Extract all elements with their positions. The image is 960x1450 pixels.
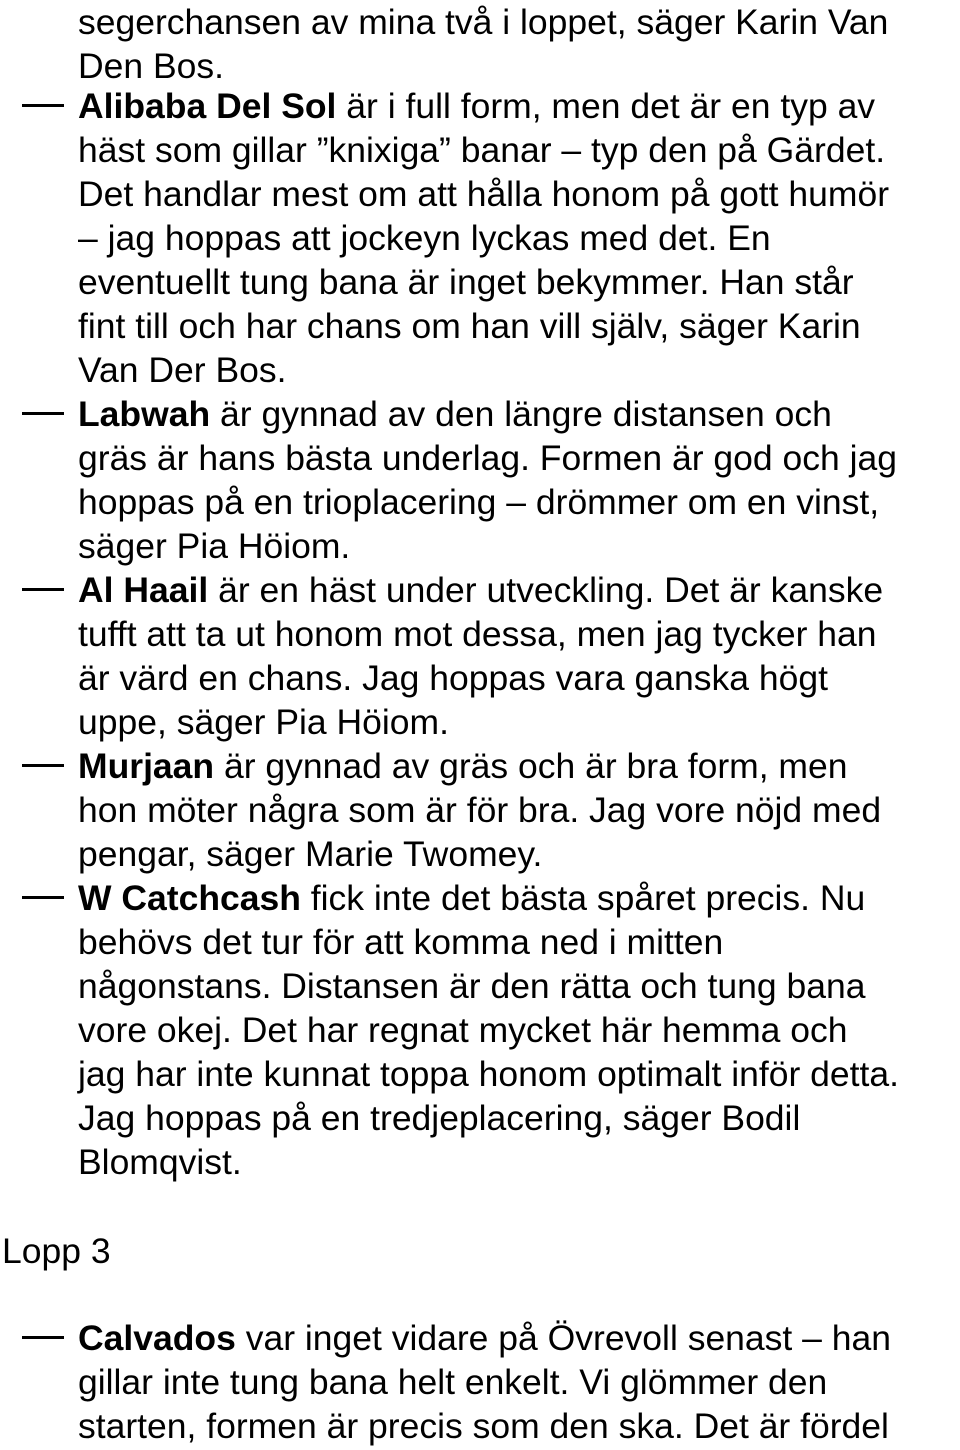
horse-name: Al Haail	[78, 570, 209, 610]
dash-bullet	[22, 104, 64, 107]
text-line: uppe, säger Pia Höiom.	[78, 702, 449, 742]
comment-text: var inget vidare på Övrevoll senast – han	[235, 1318, 891, 1358]
text-line: vore okej. Det har regnat mycket här hemma och	[78, 1010, 848, 1050]
horse-name: Murjaan	[78, 746, 215, 786]
comment-first-line	[78, 84, 958, 128]
horse-comment	[78, 876, 958, 1184]
text-line: gräs är hans bästa underlag. Formen är god och jag	[78, 438, 897, 478]
text-line: någonstans. Distansen är den rätta och tung bana	[78, 966, 866, 1006]
dash-bullet	[22, 1336, 64, 1339]
horse-comment	[78, 1316, 958, 1448]
text-line: starten, formen är precis som den ska. Det är fördel	[78, 1406, 889, 1446]
text-line: Van Der Bos.	[78, 350, 287, 390]
text-line: Jag hoppas på en tredjeplacering, säger Bodil	[78, 1098, 801, 1138]
text-line: Den Bos.	[78, 46, 225, 86]
horse-comment	[78, 84, 958, 392]
text-line: hon möter några som är för bra. Jag vore nöjd med	[78, 790, 882, 830]
comment-text: är en häst under utveckling. Det är kanske	[208, 570, 884, 610]
text-line: gillar inte tung bana helt enkelt. Vi glömmer den	[78, 1362, 828, 1402]
horse-name: W Catchcash	[78, 878, 301, 918]
text-line: eventuellt tung bana är inget bekymmer. Han står	[78, 262, 854, 302]
text-line: – jag hoppas att jockeyn lyckas med det. En	[78, 218, 771, 258]
horse-name: Labwah	[78, 394, 211, 434]
comment-text: är gynnad av gräs och är bra form, men	[214, 746, 848, 786]
horse-name: Alibaba Del Sol	[78, 86, 337, 126]
comment-first-line	[78, 876, 958, 920]
comment-first-line	[78, 392, 958, 436]
horse-comment	[78, 744, 958, 876]
comment-text: är i full form, men det är en typ av	[336, 86, 876, 126]
text-line: fint till och har chans om han vill själv, säger Karin	[78, 306, 861, 346]
horse-name: Calvados	[78, 1318, 236, 1358]
dash-bullet	[22, 764, 64, 767]
text-line: häst som gillar ”knixiga” banar – typ den på Gärdet.	[78, 130, 886, 170]
comment-first-line	[78, 568, 958, 612]
text-line: behövs det tur för att komma ned i mitten	[78, 922, 724, 962]
text-line: Blomqvist.	[78, 1142, 242, 1182]
text-line: pengar, säger Marie Twomey.	[78, 834, 543, 874]
comment-text: fick inte det bästa spåret precis. Nu	[300, 878, 866, 918]
text-line: hoppas på en trioplacering – drömmer om en vinst,	[78, 482, 880, 522]
dash-bullet	[22, 412, 64, 415]
dash-bullet	[22, 588, 64, 591]
dash-bullet	[22, 896, 64, 899]
comment-text: är gynnad av den längre distansen och	[210, 394, 832, 434]
text-line: säger Pia Höiom.	[78, 526, 351, 566]
text-line: är värd en chans. Jag hoppas vara ganska högt	[78, 658, 828, 698]
text-line: tufft att ta ut honom mot dessa, men jag tycker han	[78, 614, 877, 654]
text-line: jag har inte kunnat toppa honom optimalt inför detta.	[78, 1054, 899, 1094]
section-heading: Lopp 3	[2, 1231, 111, 1271]
comment-first-line	[78, 744, 958, 788]
text-line: Det handlar mest om att hålla honom på gott humör	[78, 174, 890, 214]
intro-paragraph	[78, 0, 958, 88]
horse-comment	[78, 392, 958, 568]
comment-first-line	[78, 1316, 958, 1360]
horse-comment	[78, 568, 958, 744]
text-line: segerchansen av mina två i loppet, säger Karin Van	[78, 2, 889, 42]
